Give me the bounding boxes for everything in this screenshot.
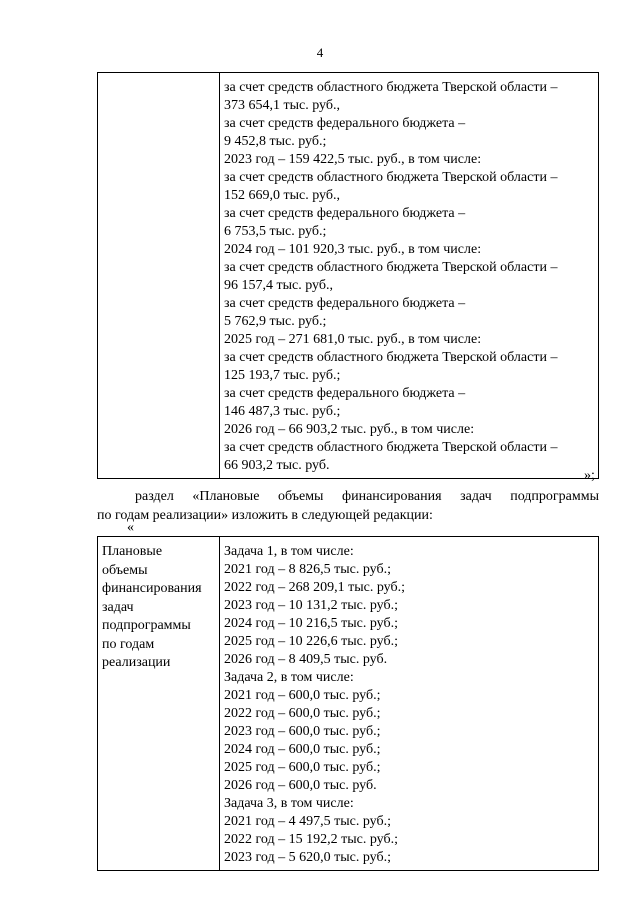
table1-line: за счет средств областного бюджета Тверской области – <box>224 350 558 365</box>
table1-line: 2025 год – 271 681,0 тыс. руб., в том числе: <box>224 332 482 347</box>
table1-line: 9 452,8 тыс. руб.; <box>224 134 327 149</box>
table2-line: 2022 год – 15 192,2 тыс. руб.; <box>224 832 398 847</box>
opening-quote: « <box>127 520 134 535</box>
table2-line: 2024 год – 600,0 тыс. руб.; <box>224 742 381 757</box>
table2-line: 2026 год – 600,0 тыс. руб. <box>224 778 377 793</box>
table1-line: 96 157,4 тыс. руб., <box>224 278 333 293</box>
table2-line: 2024 год – 10 216,5 тыс. руб.; <box>224 616 398 631</box>
table2-left-lines <box>98 537 219 673</box>
page-number: 4 <box>316 45 324 60</box>
table2-left-line: по годам <box>102 636 155 652</box>
table1-line: 152 669,0 тыс. руб., <box>224 188 340 203</box>
table2-left-line: реализации <box>102 655 171 670</box>
planned-financing-table <box>97 536 599 871</box>
table2-left-line: Плановые <box>102 544 163 559</box>
table1-line: 125 193,7 тыс. руб.; <box>224 368 341 383</box>
table2-line: 2026 год – 8 409,5 тыс. руб. <box>224 652 388 667</box>
table2-right-cell <box>220 537 599 871</box>
table1-left-cell <box>98 73 220 479</box>
table2-left-line: финансирования <box>102 581 202 596</box>
table2-left-line: подпрограммы <box>102 618 191 633</box>
table1-line: за счет средств федерального бюджета – <box>224 206 466 221</box>
paragraph-line-1: раздел «Плановые объемы финансирования задач подпрограммы <box>135 489 599 504</box>
table1-line: 5 762,9 тыс. руб.; <box>224 314 327 329</box>
table1-line: 373 654,1 тыс. руб., <box>224 98 340 113</box>
table1-line: за счет средств областного бюджета Тверской области – <box>224 80 558 95</box>
table2-line: Задача 3, в том числе: <box>224 796 354 811</box>
table2-lines <box>220 537 598 870</box>
table2-line: 2022 год – 600,0 тыс. руб.; <box>224 706 381 721</box>
table2-left-cell <box>98 537 220 871</box>
table2-line: 2021 год – 4 497,5 тыс. руб.; <box>224 814 391 829</box>
table2-line: 2023 год – 5 620,0 тыс. руб.; <box>224 850 391 865</box>
table1-lines <box>220 73 598 478</box>
table2-line: 2023 год – 600,0 тыс. руб.; <box>224 724 381 739</box>
table2-line: 2025 год – 10 226,6 тыс. руб.; <box>224 634 398 649</box>
table1-line: за счет средств областного бюджета Тверской области – <box>224 260 558 275</box>
table1-line: 2024 год – 101 920,3 тыс. руб., в том числе: <box>224 242 482 257</box>
table1-line: 2023 год – 159 422,5 тыс. руб., в том числе: <box>224 152 482 167</box>
closing-quote: »; <box>584 468 595 483</box>
table1-line: за счет средств федерального бюджета – <box>224 296 466 311</box>
table1-line: 66 903,2 тыс. руб. <box>224 458 330 473</box>
table2-line: Задача 1, в том числе: <box>224 544 354 559</box>
table1-line: за счет средств федерального бюджета – <box>224 386 466 401</box>
table2-line: 2021 год – 8 826,5 тыс. руб.; <box>224 562 391 577</box>
table1-line: 6 753,5 тыс. руб.; <box>224 224 327 239</box>
paragraph-line-2: по годам реализации» изложить в следующей редакции: <box>97 508 433 523</box>
table2-line: 2023 год – 10 131,2 тыс. руб.; <box>224 598 398 613</box>
table2-line: 2022 год – 268 209,1 тыс. руб.; <box>224 580 405 595</box>
table1-line: за счет средств областного бюджета Тверской области – <box>224 170 558 185</box>
table1-right-cell <box>220 73 599 479</box>
table2-line: Задача 2, в том числе: <box>224 670 354 685</box>
table2-line: 2025 год – 600,0 тыс. руб.; <box>224 760 381 775</box>
financing-table-continued <box>97 72 599 479</box>
table1-line: 2026 год – 66 903,2 тыс. руб., в том числе: <box>224 422 475 437</box>
table2-left-line: объемы <box>102 562 148 578</box>
table1-line: за счет средств федерального бюджета – <box>224 116 466 131</box>
table1-line: за счет средств областного бюджета Тверской области – <box>224 440 558 455</box>
table2-line: 2021 год – 600,0 тыс. руб.; <box>224 688 381 703</box>
table1-line: 146 487,3 тыс. руб.; <box>224 404 341 419</box>
table2-left-line: задач <box>102 599 134 615</box>
